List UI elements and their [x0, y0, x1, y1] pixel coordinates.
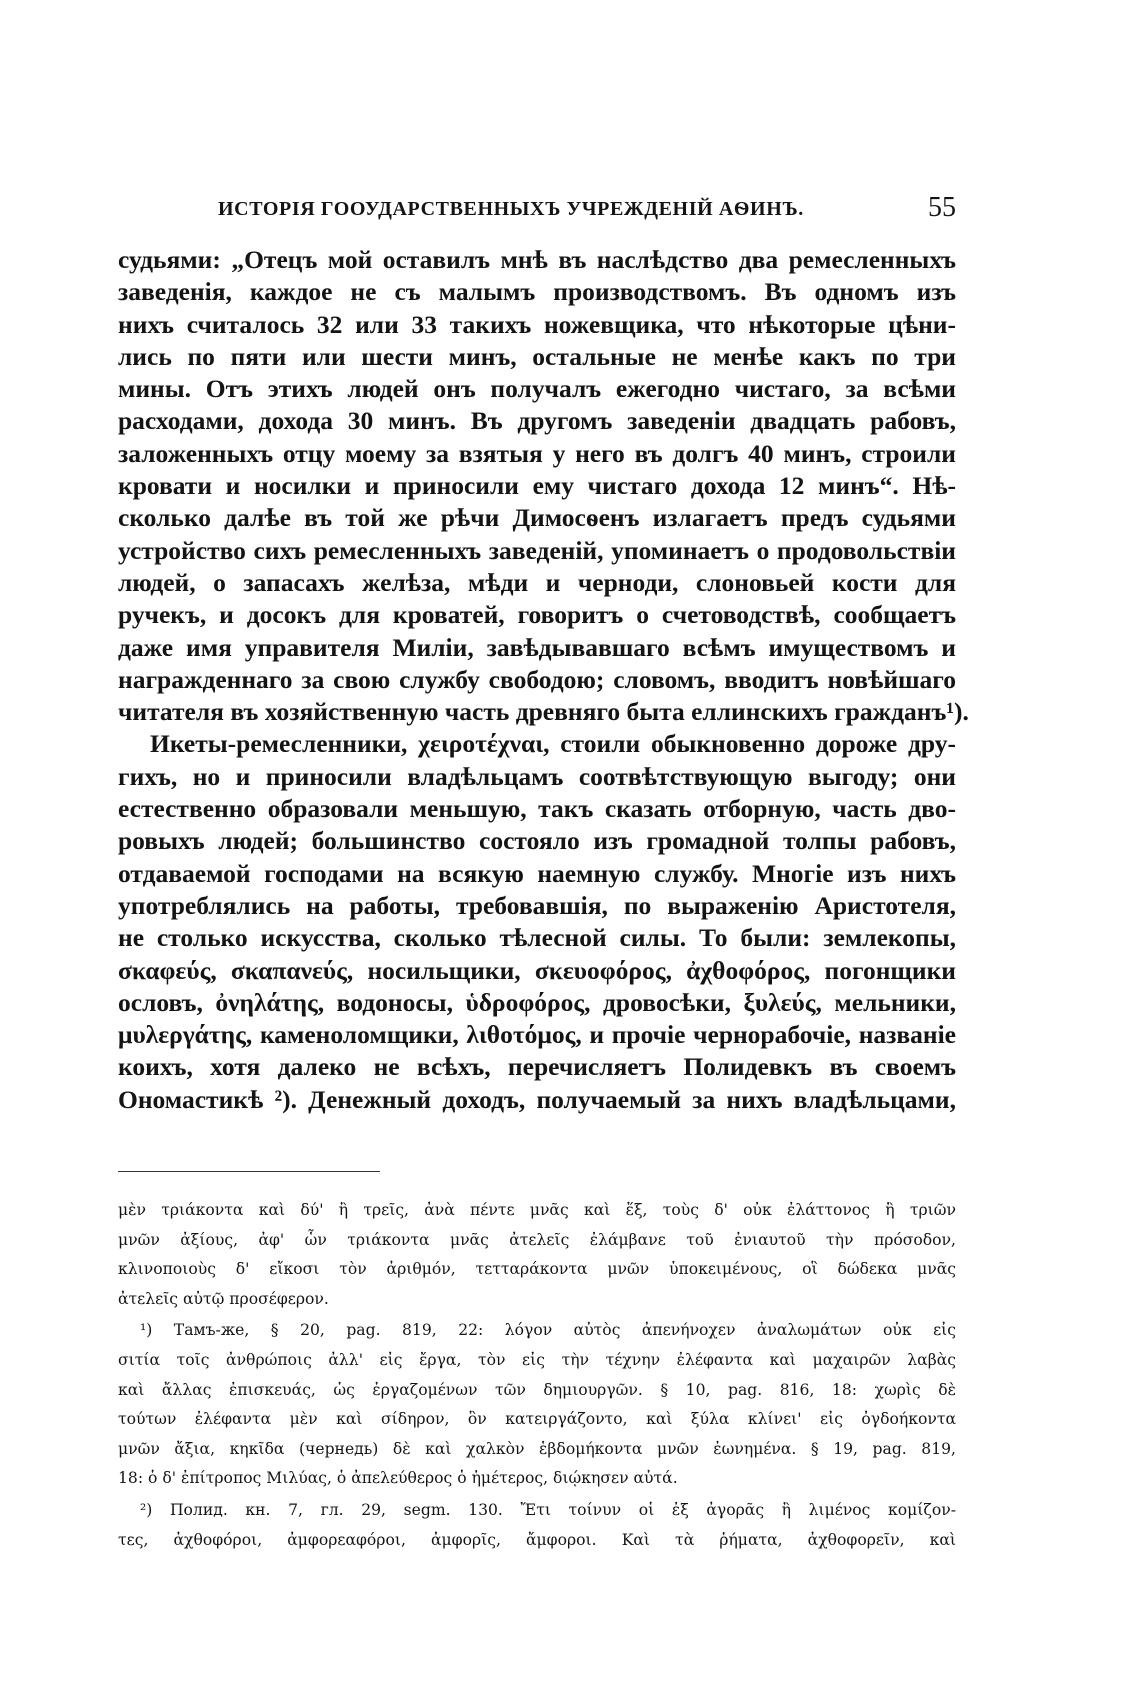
text-line: лись по пяти или шести минъ, остальные не менѣе какъ по три	[118, 341, 956, 371]
text-line: расходами, дохода 30 минъ. Въ другомъ заведеніи двадцать рабовъ,	[118, 406, 956, 436]
text-line: употреблялись на работы, требовавшія, по выраженію Аристотеля,	[118, 890, 956, 920]
text-line: судьями: „Отецъ мой оставилъ мнѣ въ наслѣдство два ремесленныхъ	[118, 245, 956, 274]
footnote-line: μνῶν ἀξίους, ἀφ' ὧν τριάκοντα μνᾶς ἀτελεῖς ἐλάμβανε τοῦ ἐνιαυτοῦ τὴν πρόσοδον,	[118, 1230, 956, 1249]
text-line: ровыхъ людей; большинство состояло изъ громадной толпы рабовъ,	[118, 826, 956, 856]
footnote-separator	[118, 1171, 380, 1172]
text-line: не столько искусства, сколько тѣлесной силы. То были: землекопы,	[118, 923, 956, 953]
main-text	[118, 244, 969, 1116]
footnote-line: μὲν τριάκοντα καὶ δύ' ἢ τρεῖς, ἀνὰ πέντε μνᾶς καὶ ἕξ, τοὺς δ' οὐκ ἐλάττονος ἢ τριῶν	[118, 1201, 956, 1219]
footnote-line: τες, ἀχθοφόροι, ἀμφορεαφόροι, ἀμφορῖς, ἄμφοροι. Καὶ τὰ ῥήματα, ἀχθοφορεῖν, καὶ	[118, 1530, 956, 1549]
footnote-line: σιτία τοῖς ἀνθρώποις ἀλλ' εἰς ἔργα, τὸν εἰς τὴν τέχνην ἐλέφαντα καὶ μαχαιρῶν λαβὰς	[118, 1350, 956, 1369]
text-line: читателя въ хозяйственную часть древняго быта еллинскихъ гражданъ¹).	[118, 697, 969, 727]
footnote-line: κλινοποιοὺς δ' εἴκοσι τὸν ἀριθμόν, τετταράκοντα μνῶν ὑποκειμένους, οἳ δώδεκα μνᾶς	[118, 1260, 956, 1279]
paragraph-start-line: Икеты-ремесленники, χειροτέχναι, стоили обыкновенно дороже дру-	[150, 729, 956, 759]
running-title: ИСТОРІЯ ГООУДАРСТВЕННЫХЪ УЧРЕЖДЕНІЙ АѲИНЪ.	[218, 198, 804, 220]
page-number: 55	[928, 192, 956, 223]
text-line: Ономастикѣ ²). Денежный доходъ, получаемый за нихъ владѣльцами,	[118, 1084, 956, 1114]
footnote-line: καὶ ἄλλας ἐπισκευάς, ὡς ἐργαζομένων τῶν δημιουργῶν. § 10, pag. 816, 18: χωρὶς δὲ	[118, 1380, 956, 1399]
text-line: σκαφεύς, σκαπανεύς, носильщики, σκευοφόρος, ἀχθοφόρος, погонщики	[118, 955, 956, 985]
text-line: гихъ, но и приносили владѣльцамъ соотвѣтствующую выгоду; они	[118, 761, 956, 791]
text-line: ручекъ, и досокъ для кроватей, говоритъ о счетоводствѣ, сообщаетъ	[118, 600, 956, 630]
running-header	[118, 192, 956, 228]
footnote-line: 18: ὁ δ' ἐπίτροπος Μιλύας, ὁ ἀπελεύθερος ὁ ἡμέτερος, διῴκησεν αὐτά.	[118, 1469, 678, 1488]
text-line: награжденнаго за свою службу свободою; словомъ, вводитъ новѣйшаго	[118, 664, 956, 694]
text-line: людей, о запасахъ желѣза, мѣди и черноди, слоновьей кости для	[118, 567, 956, 597]
text-line: μυλεργάτης, каменоломщики, λιθοτόμος, и прочіе чернорабочіе, названіе	[118, 1020, 956, 1050]
text-line: коихъ, хотя далеко не всѣхъ, перечисляетъ Полидевкъ въ своемъ	[118, 1052, 956, 1082]
text-line: нихъ считалось 32 или 33 такихъ ножевщика, что нѣкоторые цѣни-	[118, 309, 956, 339]
footnote-2-start: ²) Полид. кн. 7, гл. 29, segm. 130. Ἔτι τοίνυν οἱ ἐξ ἀγορᾶς ἢ λιμένος κομίζον-	[140, 1500, 956, 1519]
text-line: мины. Отъ этихъ людей онъ получалъ ежегодно чистаго, за всѣми	[118, 374, 956, 404]
text-line: даже имя управителя Миліи, завѣдывавшаго всѣмъ имуществомъ и	[118, 632, 956, 662]
text-line: сколько далѣе въ той же рѣчи Димосѳенъ излагаетъ предъ судьями	[118, 503, 956, 533]
text-line: естественно образовали меньшую, такъ сказать отборную, часть дво-	[118, 794, 956, 824]
footnote-line: τούτων ἐλέφαντα μὲν καὶ σίδηρον, ὃν κατειργάζοντο, καὶ ξύλα κλίνει' εἰς ὀγδοήκοντα	[118, 1410, 956, 1429]
text-line: ословъ, ὀνηλάτης, водоносы, ὑδροφόρος, дровосѣки, ξυλεύς, мельники,	[118, 987, 956, 1017]
text-line: кровати и носилки и приносили ему чистаго дохода 12 минъ“. Нѣ-	[118, 471, 956, 501]
text-line: заведенія, каждое не съ малымъ производствомъ. Въ одномъ изъ	[118, 277, 956, 307]
footnote-line: μνῶν ἄξια, κηκῖδα (чернедь) δὲ καὶ χαλκὸν ἑβδομήκοντα μνῶν ἐωνημένα. § 19, pag. 819,	[118, 1439, 956, 1458]
text-line: устройство сихъ ремесленныхъ заведеній, упоминаетъ о продовольствіи	[118, 535, 956, 565]
text-line: заложенныхъ отцу моему за взятыя у него въ долгъ 40 минъ, строили	[118, 438, 956, 468]
footnotes	[118, 1196, 956, 1555]
footnote-line: ἀτελεῖς αὐτῷ προσέφερον.	[118, 1289, 329, 1308]
text-line: отдаваемой господами на всякую наемную службу. Многіе изъ нихъ	[118, 858, 956, 888]
footnote-1-start: ¹) Тамъ-же, § 20, pag. 819, 22: λόγον αὐτὸς ἀπενήνοχεν ἀναλωμάτων οὐκ εἰς	[140, 1321, 956, 1340]
